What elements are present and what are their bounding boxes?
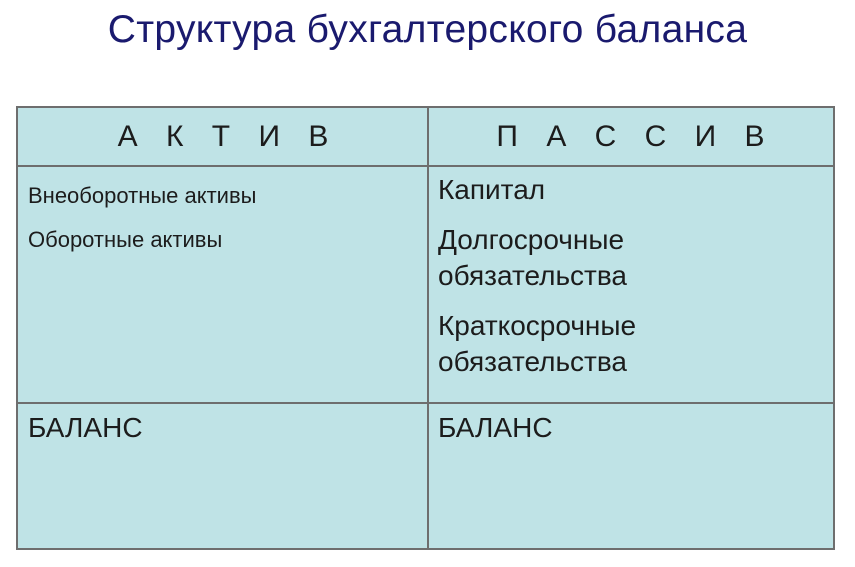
- assets-header-cell: [18, 108, 428, 166]
- assets-items-cell: [18, 166, 428, 402]
- assets-total-cell: [18, 402, 428, 548]
- column-divider: [427, 108, 429, 548]
- header-row-divider: [18, 165, 833, 167]
- liabilities-item-capital: Капитал: [438, 174, 546, 205]
- liabilities-items-cell: [428, 166, 833, 402]
- assets-item-current: Оборотные активы: [28, 227, 223, 252]
- liabilities-total-cell: [428, 402, 833, 548]
- liabilities-item-shortterm: Краткосрочные обязательства: [438, 310, 637, 377]
- slide-title: Структура бухгалтерского баланса: [107, 8, 748, 51]
- liabilities-header: П А С С И В: [496, 120, 775, 153]
- assets-item-noncurrent: Внеоборотные активы: [28, 183, 257, 208]
- assets-total: БАЛАНС: [28, 412, 143, 443]
- balance-table: [16, 106, 835, 550]
- total-row-divider: [18, 402, 833, 404]
- liabilities-total: БАЛАНС: [438, 412, 553, 443]
- assets-header: А К Т И В: [117, 120, 339, 153]
- liabilities-list: [428, 166, 833, 380]
- liabilities-header-cell: [428, 108, 833, 166]
- assets-list: [18, 166, 428, 262]
- liabilities-item-longterm: Долгосрочные обязательства: [438, 224, 627, 291]
